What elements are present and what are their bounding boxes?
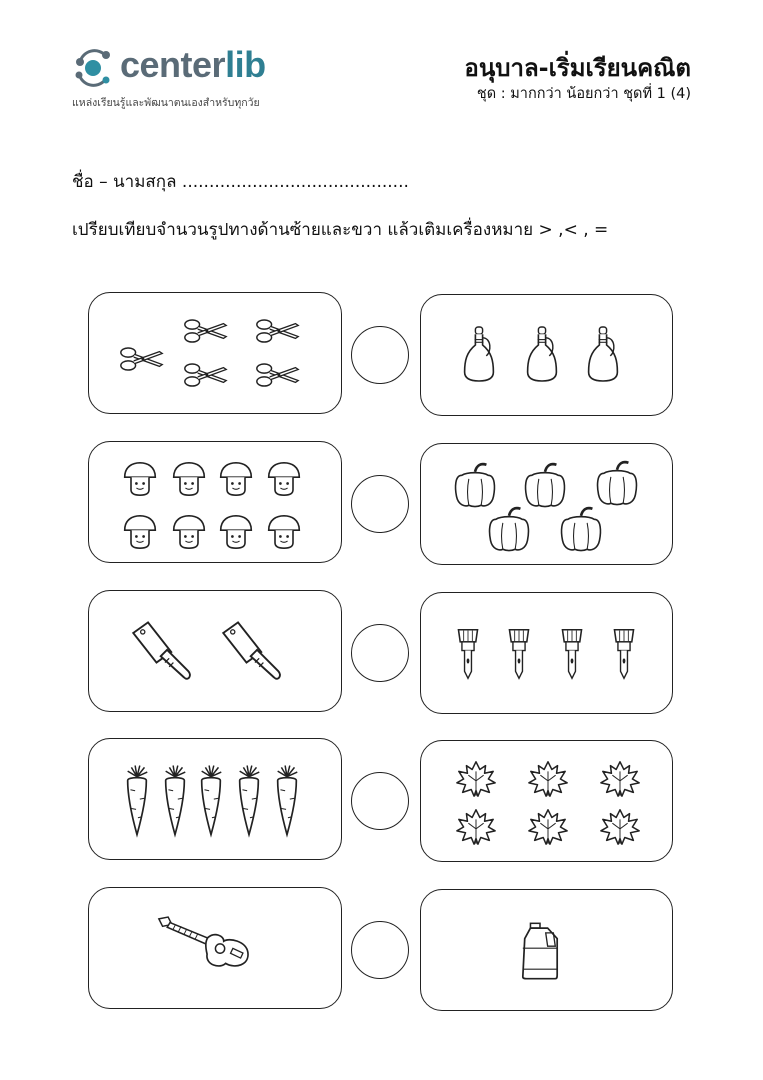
guitar-icon	[159, 917, 248, 966]
paintbrush-icon	[562, 630, 581, 679]
logo-tagline: แหล่งเรียนรู้และพัฒนาตนเองสำหรับทุกวัย	[72, 97, 260, 109]
row-4-left-items	[89, 739, 343, 861]
mushroom-icon	[221, 463, 252, 495]
row-1-left-panel	[88, 292, 342, 414]
maple-leaf-icon	[457, 810, 495, 844]
bell-pepper-icon	[526, 464, 565, 506]
oil-bottle-icon	[589, 327, 618, 381]
worksheet-title: อนุบาล-เริ่มเรียนคณิต	[464, 54, 691, 82]
row-3-answer-circle[interactable]	[351, 624, 409, 682]
row-1-left-items	[89, 293, 343, 415]
oil-bottle-icon	[465, 327, 494, 381]
row-4-right-items	[421, 741, 674, 863]
mushroom-icon	[269, 463, 300, 495]
row-5-right-panel	[420, 889, 673, 1011]
paintbrush-icon	[509, 630, 528, 679]
maple-leaf-icon	[529, 810, 567, 844]
maple-leaf-icon	[601, 810, 639, 844]
mushroom-icon	[125, 516, 156, 548]
row-1-right-items	[421, 295, 674, 417]
bell-pepper-icon	[490, 508, 529, 550]
carrot-icon	[202, 766, 222, 835]
bell-pepper-icon	[456, 464, 495, 506]
row-1-answer-circle[interactable]	[351, 326, 409, 384]
row-3-right-panel	[420, 592, 673, 714]
row-2-answer-circle[interactable]	[351, 475, 409, 533]
bell-pepper-icon	[598, 462, 637, 504]
row-3-right-items	[421, 593, 674, 715]
row-4-right-panel	[420, 740, 673, 862]
mushroom-icon	[125, 463, 156, 495]
cleaver-icon	[223, 622, 280, 678]
milk-jug-icon	[523, 923, 557, 978]
row-5-answer-circle[interactable]	[351, 921, 409, 979]
carrot-icon	[166, 766, 186, 835]
centerlib-logo	[70, 40, 300, 110]
cleaver-icon	[133, 622, 190, 678]
mushroom-icon	[174, 463, 205, 495]
row-3-left-items	[89, 591, 343, 713]
row-2-left-panel	[88, 441, 342, 563]
maple-leaf-icon	[601, 762, 639, 796]
row-5-left-items	[89, 888, 343, 1010]
scissors-icon	[257, 364, 298, 386]
maple-leaf-icon	[529, 762, 567, 796]
row-2-right-panel	[420, 443, 673, 565]
maple-leaf-icon	[457, 762, 495, 796]
logo-wordmark: centerlib	[120, 44, 266, 85]
row-2-left-items	[89, 442, 343, 564]
scissors-icon	[121, 348, 162, 370]
row-3-left-panel	[88, 590, 342, 712]
oil-bottle-icon	[528, 327, 557, 381]
scissors-icon	[185, 320, 226, 342]
paintbrush-icon	[614, 630, 633, 679]
student-name-field[interactable]: ชื่อ – นามสกุล ..........................................	[72, 172, 409, 192]
worksheet-subtitle: ชุด : มากกว่า น้อยกว่า ชุดที่ 1 (4)	[476, 86, 691, 102]
bell-pepper-icon	[562, 508, 601, 550]
carrot-icon	[128, 766, 148, 835]
row-4-answer-circle[interactable]	[351, 772, 409, 830]
carrot-icon	[278, 766, 298, 835]
scissors-icon	[185, 364, 226, 386]
row-5-left-panel	[88, 887, 342, 1009]
row-1-right-panel	[420, 294, 673, 416]
carrot-icon	[240, 766, 260, 835]
centerlib-logo-mark-icon	[70, 42, 118, 90]
paintbrush-icon	[458, 630, 477, 679]
row-4-left-panel	[88, 738, 342, 860]
row-5-right-items	[421, 890, 674, 1012]
instruction-text: เปรียบเทียบจำนวนรูปทางด้านซ้ายและขวา แล้วเติมเครื่องหมาย > ,< , =	[72, 220, 609, 240]
scissors-icon	[257, 320, 298, 342]
mushroom-icon	[221, 516, 252, 548]
mushroom-icon	[269, 516, 300, 548]
mushroom-icon	[174, 516, 205, 548]
row-2-right-items	[421, 444, 674, 566]
